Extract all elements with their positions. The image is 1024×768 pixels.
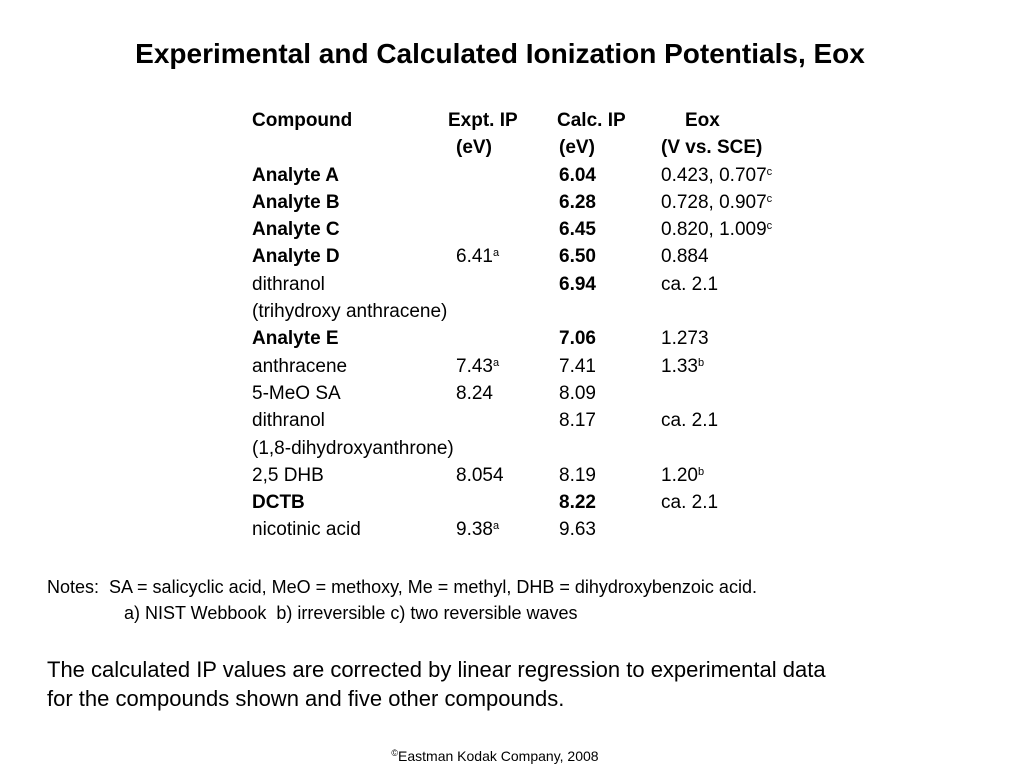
compound-cell: 5-MeO SA <box>252 382 341 404</box>
header-calc-unit: (eV) <box>559 137 595 159</box>
expt-ip-cell: 8.054 <box>456 464 504 486</box>
calc-ip-cell: 6.50 <box>559 246 596 268</box>
eox-cell: 0.820, 1.009$^c$ <box>661 219 773 241</box>
paragraph-line-1: The calculated IP values are corrected by linear regression to experimental data <box>47 657 826 682</box>
header-eox-unit: (V vs. SCE) <box>661 137 763 159</box>
compound-cell: anthracene <box>252 355 348 377</box>
compound-cell: dithranol <box>252 273 325 295</box>
calc-ip-cell: 6.94 <box>559 273 596 295</box>
expt-ip-cell: 7.43$^a$ <box>456 355 500 377</box>
calc-ip-cell: 6.04 <box>559 164 596 186</box>
header-expt-ip: Expt. IP <box>448 110 518 131</box>
calc-ip-cell: 6.28 <box>559 191 596 213</box>
copyright-footer <box>0 748 990 764</box>
eox-cell: 1.33$^b$ <box>661 355 705 377</box>
slide-title: Experimental and Calculated Ionization Potentials, Eox <box>135 38 865 69</box>
compound-cell: Analyte B <box>252 191 340 213</box>
calc-ip-cell: 8.09 <box>559 382 596 404</box>
compound-cell: Analyte C <box>252 219 340 241</box>
copyright-text: Eastman Kodak Company, 2008 <box>398 748 599 764</box>
notes <box>47 574 757 626</box>
calc-ip-cell: 8.19 <box>559 464 596 486</box>
compound-cell: nicotinic acid <box>252 519 361 541</box>
calc-ip-cell: 7.41 <box>559 355 596 377</box>
eox-cell: 0.423, 0.707$^c$ <box>661 164 773 186</box>
notes-line-2: a) NIST Webbook b) irreversible c) two reversible waves <box>124 603 578 623</box>
header-expt-unit: (eV) <box>456 137 492 159</box>
expt-ip-cell: 9.38$^a$ <box>456 519 500 541</box>
calc-ip-cell: 7.06 <box>559 328 596 350</box>
calc-ip-cell: 8.17 <box>559 410 596 432</box>
expt-ip-cell: 6.41$^a$ <box>456 246 500 268</box>
eox-cell: ca. 2.1 <box>661 273 719 295</box>
eox-cell: ca. 2.1 <box>661 492 719 514</box>
eox-cell: 1.20$^b$ <box>661 464 705 486</box>
header-calc-ip: Calc. IP <box>557 110 626 131</box>
eox-cell: 1.273 <box>661 328 709 350</box>
notes-line-1: Notes: SA = salicyclic acid, MeO = methoxy, Me = methyl, DHB = dihydroxybenzoic acid. <box>47 577 757 597</box>
compound-cell: 2,5 DHB <box>252 464 324 486</box>
header-eox: Eox <box>685 110 720 131</box>
compound-cell: DCTB <box>252 492 305 514</box>
compound-cell: (trihydroxy anthracene) <box>252 301 448 323</box>
calc-ip-cell: 8.22 <box>559 492 596 514</box>
eox-cell: 0.884 <box>661 246 709 268</box>
copyright-symbol: © <box>391 748 399 758</box>
expt-ip-cell: 8.24 <box>456 382 493 404</box>
eox-cell: ca. 2.1 <box>661 410 719 432</box>
calc-ip-cell: 9.63 <box>559 519 596 541</box>
compound-cell: dithranol <box>252 410 325 432</box>
compound-cell: Analyte E <box>252 328 339 350</box>
paragraph-line-2: for the compounds shown and five other compounds. <box>47 686 565 711</box>
compound-cell: Analyte D <box>252 246 340 268</box>
compound-cell: Analyte A <box>252 164 339 186</box>
compound-cell: (1,8-dihydroxyanthrone) <box>252 437 454 459</box>
explanation-paragraph <box>47 655 826 713</box>
header-compound: Compound <box>252 110 353 131</box>
calc-ip-cell: 6.45 <box>559 219 596 241</box>
eox-cell: 0.728, 0.907$^c$ <box>661 191 773 213</box>
